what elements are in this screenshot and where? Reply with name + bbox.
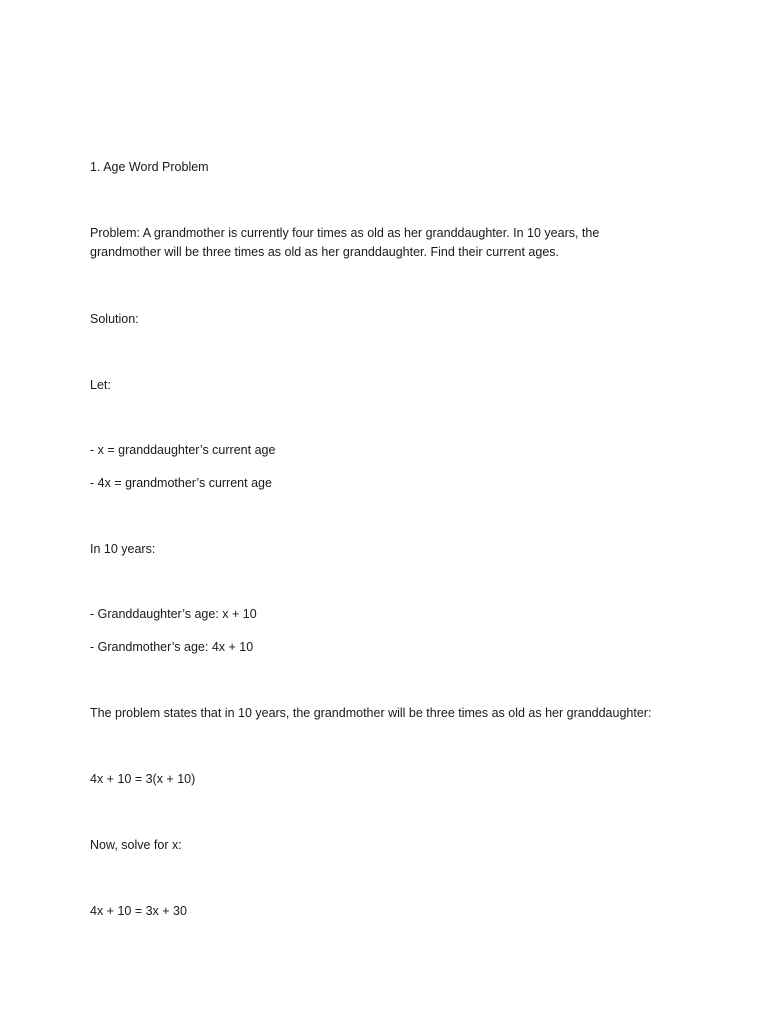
solution-label: Solution: (90, 312, 139, 326)
equation-1: 4x + 10 = 3(x + 10) (90, 772, 196, 786)
definition-4x: - 4x = grandmother’s current age (90, 476, 272, 490)
definition-x: - x = granddaughter’s current age (90, 443, 276, 457)
in-ten-years-label: In 10 years: (90, 542, 156, 556)
problem-text-line-1: Problem: A grandmother is currently four times as old as her granddaughter. In 10 years, the (90, 226, 600, 240)
problem-heading: 1. Age Word Problem (90, 160, 209, 174)
let-label: Let: (90, 378, 111, 392)
grandmother-future-age: - Grandmother’s age: 4x + 10 (90, 640, 254, 654)
granddaughter-future-age: - Granddaughter’s age: x + 10 (90, 607, 257, 621)
solve-prompt: Now, solve for x: (90, 838, 182, 852)
problem-text-line-2: grandmother will be three times as old as her granddaughter. Find their current ages. (90, 245, 560, 259)
problem-statement: The problem states that in 10 years, the grandmother will be three times as old as her granddaughter: (90, 706, 652, 720)
equation-2: 4x + 10 = 3x + 30 (90, 904, 187, 918)
